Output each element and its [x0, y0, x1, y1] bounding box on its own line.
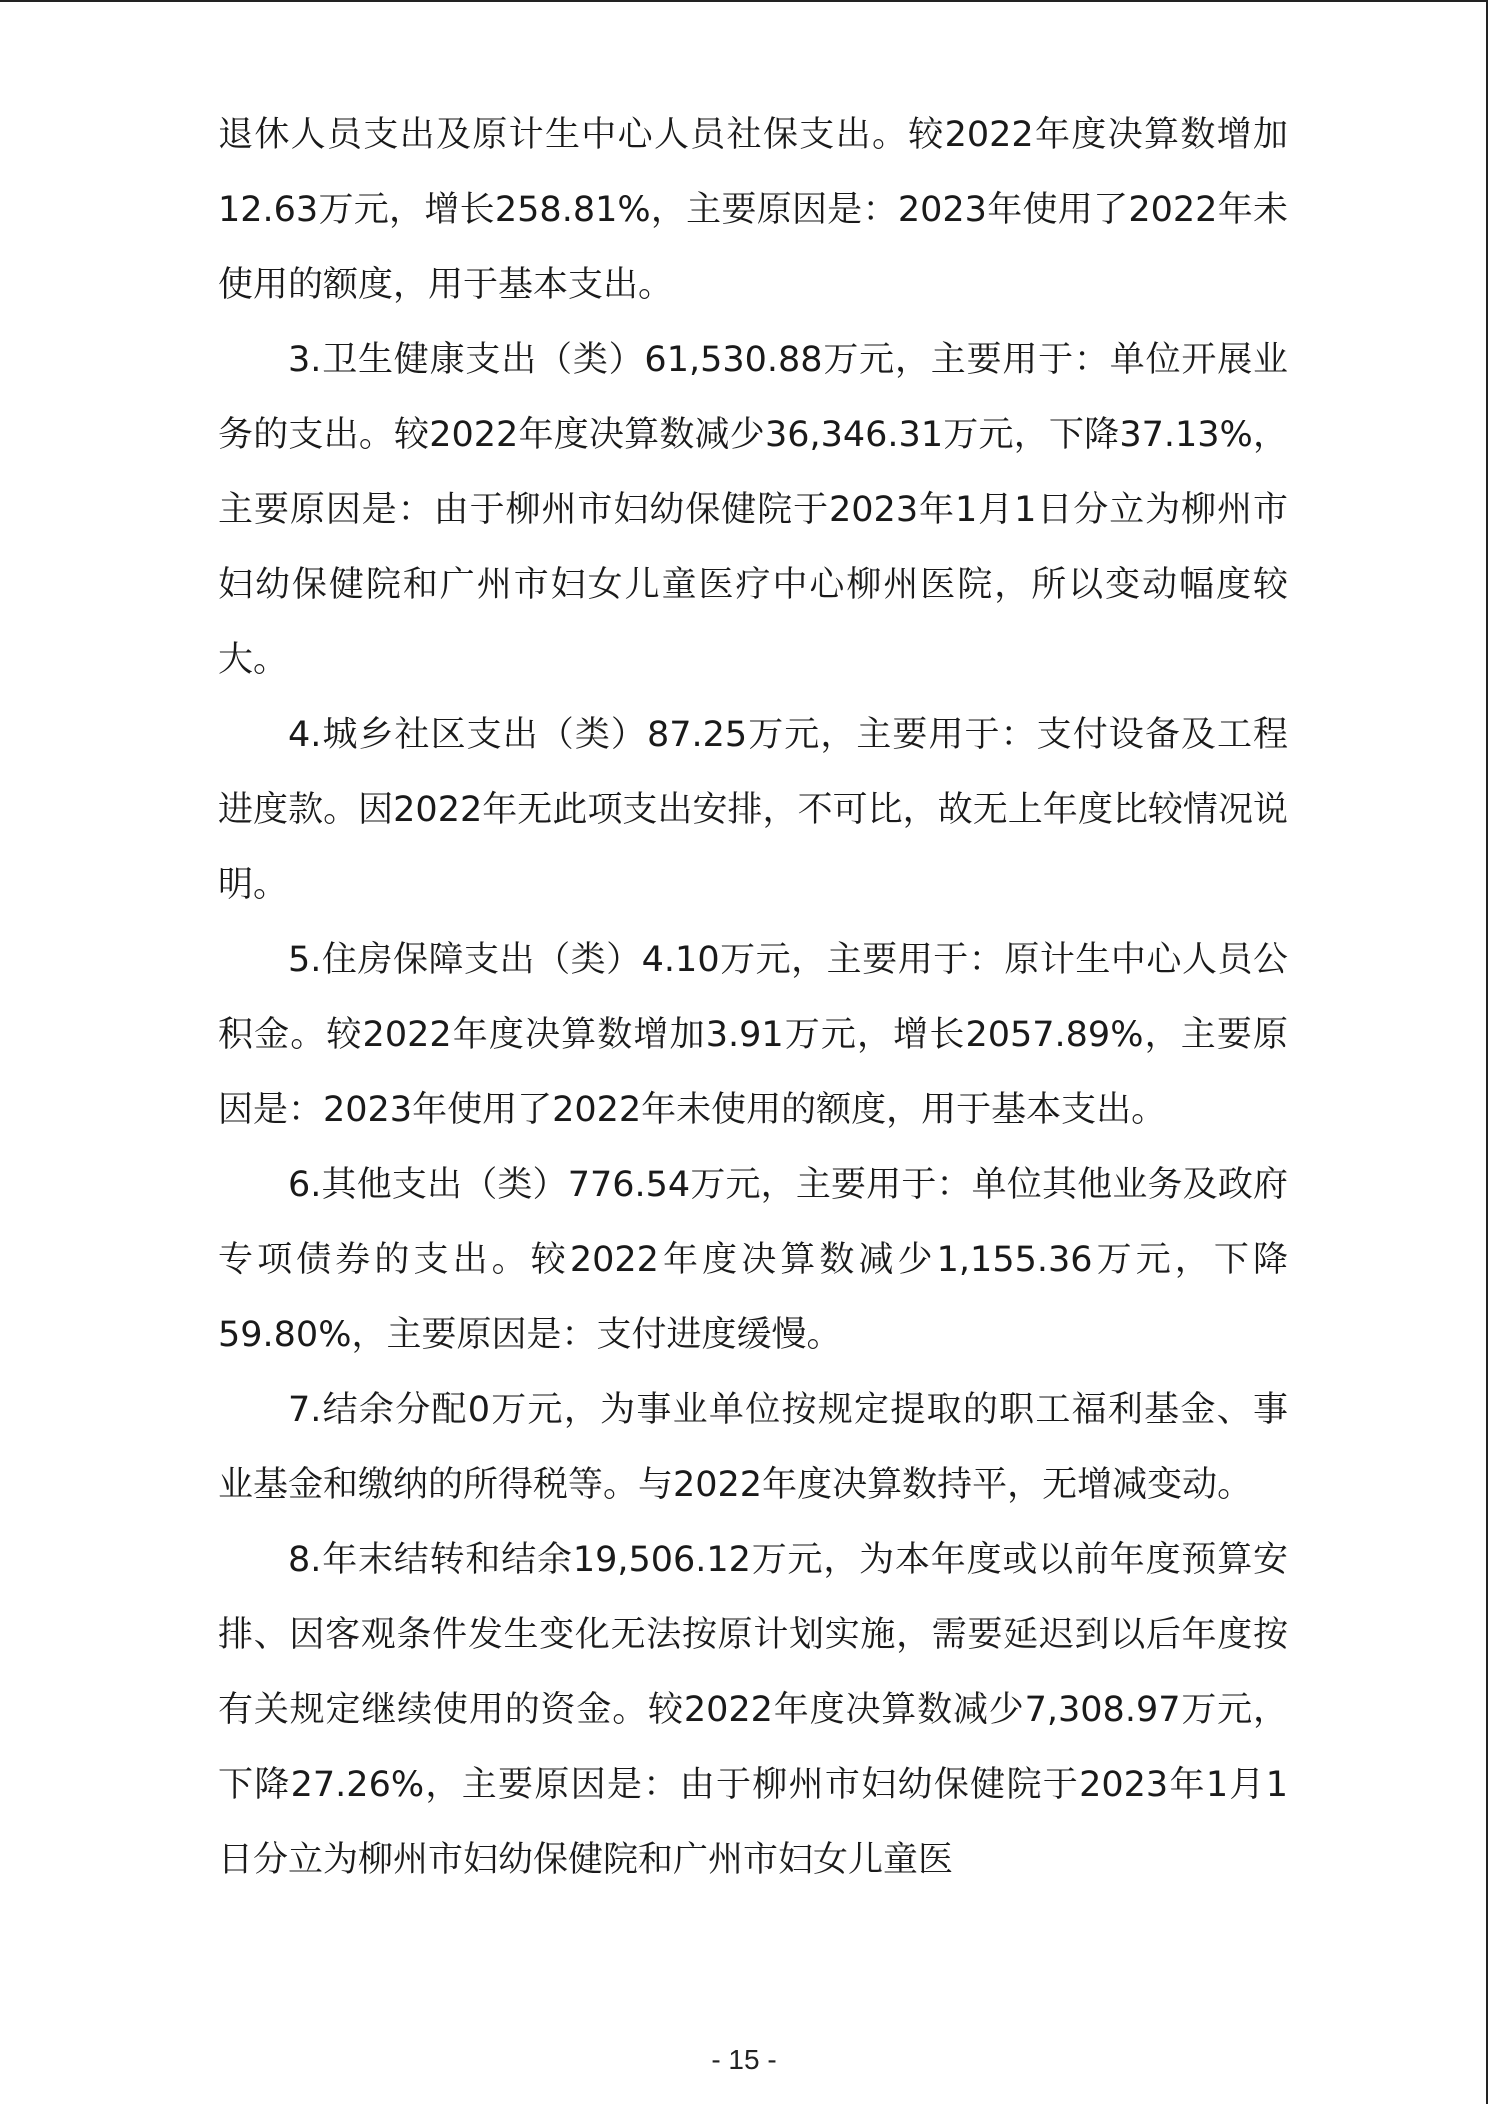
paragraph-health-expenditure: 3.卫生健康支出（类）61,530.88万元，主要用于：单位开展业务的支出。较2022年度决算数减少36,346.31万元，下降37.13%，主要原因是：由于柳州市妇幼保健院于2023年1月1日分立为柳州市妇幼保健院和广州市妇女儿童医疗中心柳州医院，所以变动幅度较大。: [218, 340, 1288, 680]
paragraph-year-end-balance: 8.年末结转和结余19,506.12万元，为本年度或以前年度预算安排、因客观条件发生变化无法按原计划实施，需要延迟到以后年度按有关规定继续使用的资金。较2022年度决算数减少7,308.97万元，下降27.26%，主要原因是：由于柳州市妇幼保健院于2023年1月1日分立为柳州市妇幼保健院和广州市妇女儿童医: [218, 1540, 1288, 1880]
body-text: [218, 98, 1288, 1898]
paragraph-housing-expenditure: 5.住房保障支出（类）4.10万元，主要用于：原计生中心人员公积金。较2022年度决算数增加3.91万元，增长2057.89%，主要原因是：2023年使用了2022年未使用的额度，用于基本支出。: [218, 940, 1288, 1130]
paragraph-retiree-expenditure: 退休人员支出及原计生中心人员社保支出。较2022年度决算数增加12.63万元，增长258.81%，主要原因是：2023年使用了2022年未使用的额度，用于基本支出。: [218, 115, 1288, 305]
page-number: - 15 -: [711, 2044, 777, 2075]
paragraph-urban-rural-expenditure: 4.城乡社区支出（类）87.25万元，主要用于：支付设备及工程进度款。因2022年无此项支出安排，不可比，故无上年度比较情况说明。: [218, 715, 1288, 905]
paragraph-other-expenditure: 6.其他支出（类）776.54万元，主要用于：单位其他业务及政府专项债券的支出。较2022年度决算数减少1,155.36万元，下降59.80%，主要原因是：支付进度缓慢。: [218, 1165, 1288, 1355]
paragraph-surplus-distribution: 7.结余分配0万元，为事业单位按规定提取的职工福利基金、事业基金和缴纳的所得税等。与2022年度决算数持平，无增减变动。: [218, 1390, 1288, 1505]
